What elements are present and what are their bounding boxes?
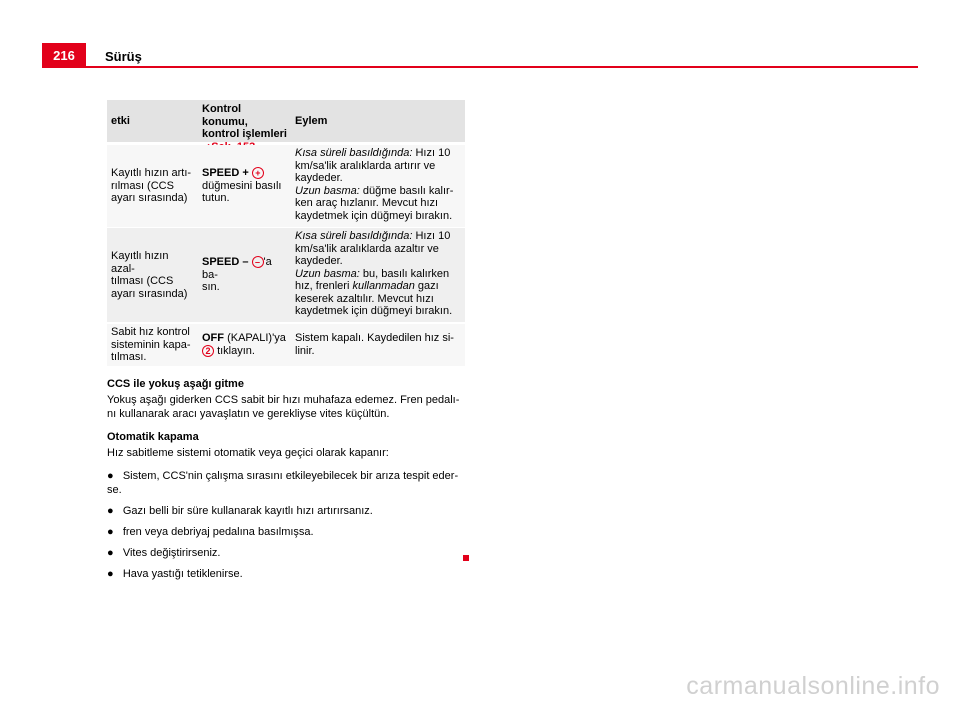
row-control: SPEED – – 'a ba- sın. <box>202 256 272 294</box>
header-action: Eylem <box>295 114 328 127</box>
plus-button-icon: + <box>252 167 264 179</box>
list-item: ● Vites değiştirirseniz. <box>107 547 221 559</box>
table-header-row <box>107 100 465 142</box>
section-heading-auto-off: Otomatik kapama <box>107 431 199 443</box>
table-row <box>107 145 465 227</box>
list-item: ● Gazı belli bir süre kullanarak kayıtlı hızı artırırsanız. <box>107 505 373 517</box>
table-row <box>107 228 465 322</box>
lever-position-2-icon: 2 <box>202 345 214 357</box>
header-effect: etki <box>111 114 130 127</box>
header-control: Kontrol konumu, kontrol işlemleri <box>198 100 291 142</box>
row-action: Kısa süreli basıldığında: Hızı 10 km/sa'lik aralıklarda artırır ve kaydeder. Uzun basma: düğme basılı kalır- ken araç hızlanır. Mevcut hızı kaydetmek için düğmeyi bırakın. <box>295 147 454 222</box>
row-effect: Kayıtlı hızın artı- rılması (CCS ayarı sırasında) <box>111 167 192 205</box>
list-item: ● Hava yastığı tetiklenirse. <box>107 568 243 580</box>
page-number: 216 <box>42 43 86 68</box>
list-item: ● fren veya debriyaj pedalına basılmışsa. <box>107 526 314 538</box>
bullet-list <box>107 469 467 581</box>
chapter-title: Sürüş <box>105 49 142 64</box>
watermark: carmanualsonline.info <box>686 672 940 700</box>
list-item: ● Sistem, CCS'nin çalışma sırasını etkileyebilecek bir arıza tespit eder- se. <box>107 470 459 496</box>
auto-off-intro: Hız sabitleme sistemi otomatik veya geçici olarak kapanır: <box>107 447 389 459</box>
minus-button-icon: – <box>252 256 264 268</box>
section-end-marker <box>463 555 469 561</box>
downhill-paragraph: Yokuş aşağı giderken CCS sabit bir hızı muhafaza edemez. Fren pedalı- nı kullanarak aracı yavaşlatın ve gerekliyse vites küçültün. <box>107 394 460 420</box>
table-row <box>107 324 465 366</box>
header-rule <box>42 66 918 68</box>
row-control: OFF (KAPALI)'ya 2 tıklayın. <box>202 332 286 357</box>
body-text <box>107 377 467 581</box>
section-heading-downhill: CCS ile yokuş aşağı gitme <box>107 378 244 390</box>
row-action: Sistem kapalı. Kaydedilen hız si- linir. <box>295 332 454 357</box>
row-control: SPEED + + düğmesini basılı tutun. <box>202 167 282 205</box>
row-effect: Sabit hız kontrol sisteminin kapa- tılması. <box>111 326 191 363</box>
row-effect: Kayıtlı hızın azal- tılması (CCS ayarı sırasında) <box>111 250 188 300</box>
row-action: Kısa süreli basıldığında: Hızı 10 km/sa'lik aralıklarda azaltır ve kaydeder. Uzun basma: bu, basılı kalırken hız, frenleri kullanmadan gazı keserek azaltılır. Mevcut hızı kaydetmek için düğmeyi bırakın. <box>295 230 453 317</box>
